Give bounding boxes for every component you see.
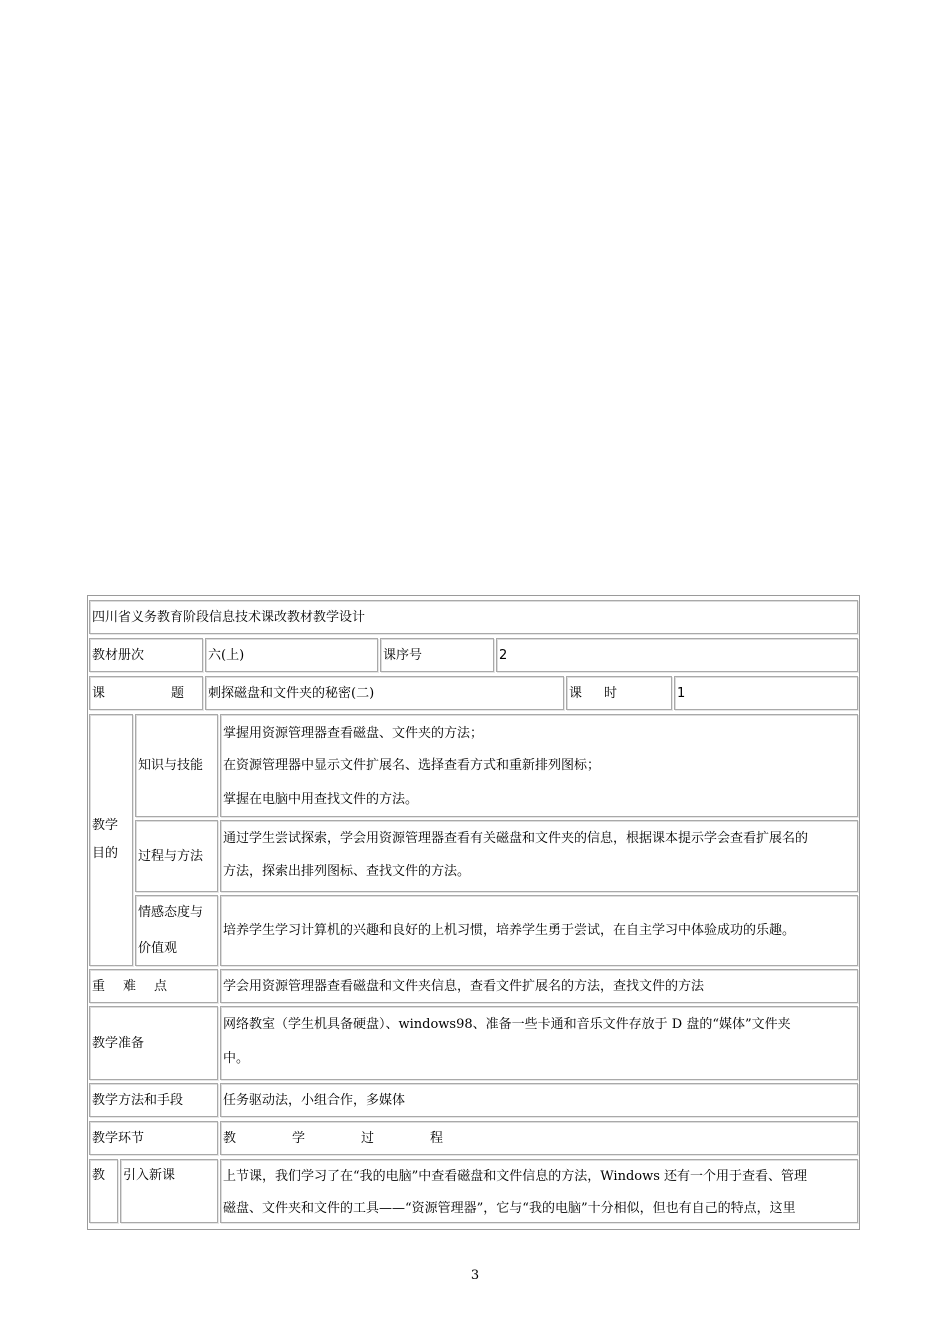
book-label-cell [89,638,203,672]
prep-label-cell [89,1006,218,1080]
seq-value-cell [496,638,858,672]
seq-label-cell [380,638,494,672]
period-value: 1 [677,685,686,701]
emotion-label-line2: 价值观 [138,940,178,956]
emotion-text: 培养学生学习计算机的兴趣和良好的上机习惯，培养学生勇于尝试，在自主学习中体验成功的乐趣。 [223,923,796,938]
method-label-cell [89,1083,218,1117]
stage-header-c3: 过 [361,1130,375,1146]
topic-label-cell [89,676,203,710]
book-value-cell [205,638,378,672]
stage-header-c4: 程 [430,1130,444,1146]
topic-value: 刺探磁盘和文件夹的秘密(二) [208,685,375,701]
stage-header-c2: 学 [292,1130,306,1146]
emotion-label-cell [135,895,218,966]
table-title: 四川省义务教育阶段信息技术课改教材教学设计 [92,609,366,625]
emotion-content-cell [220,895,858,966]
process-content-cell [220,820,858,892]
keypoints-label-c: 点 [154,978,168,994]
keypoints-label-b: 难 [123,978,137,994]
prep-label: 教学准备 [92,1035,145,1051]
stage-label-cell [89,1121,218,1155]
keypoints-value: 学会用资源管理器查看磁盘和文件夹信息，查看文件扩展名的方法，查找文件的方法 [223,978,705,994]
intro-content-cell [220,1159,858,1223]
period-label-a: 课 [569,685,583,701]
period-value-cell [674,676,858,710]
table-title-cell [89,600,858,634]
process-line-2: 方法，探索出排列图标、查找文件的方法。 [223,864,471,879]
topic-value-cell [205,676,564,710]
process-label-cell [135,820,218,892]
objectives-label-line2: 目的 [92,846,119,861]
knowledge-label-cell [135,714,218,817]
knowledge-content-cell [220,714,858,817]
process-label: 过程与方法 [138,848,204,864]
keypoints-label-a: 重 [92,978,106,994]
stage-header-c1: 教 [223,1130,237,1146]
prep-content-cell [220,1006,858,1080]
seq-label: 课序号 [383,647,423,663]
knowledge-line-3: 掌握在电脑中用查找文件的方法。 [223,792,419,807]
method-label: 教学方法和手段 [92,1092,184,1108]
intro-sub-label: 引入新课 [123,1168,176,1183]
method-value: 任务驱动法，小组合作，多媒体 [223,1092,406,1108]
topic-label-a: 课 [92,685,106,701]
page-number: 3 [470,1268,480,1283]
process-line-1: 通过学生尝试探索，学会用资源管理器查看有关磁盘和文件夹的信息，根据课本提示学会查看扩展名的 [223,831,809,846]
knowledge-label: 知识与技能 [138,758,204,773]
book-value: 六(上) [208,647,245,663]
intro-line-1: 上节课，我们学习了在“我的电脑”中查看磁盘和文件信息的方法，Windows 还有一个用于查看、管理 [223,1169,808,1184]
knowledge-line-2: 在资源管理器中显示文件扩展名、选择查看方式和重新排列图标； [223,758,601,773]
topic-label-b: 题 [170,685,184,701]
intro-stage-label: 教 [92,1168,106,1183]
objectives-label-line1: 教学 [92,818,119,833]
method-value-cell [220,1083,858,1117]
seq-value: 2 [499,647,508,663]
intro-stage-label-cell [89,1159,118,1223]
prep-line-2: 中。 [223,1051,250,1066]
intro-line-2: 磁盘、文件夹和文件的工具——“资源管理器”，它与“我的电脑”十分相似，但也有自己的特点，这里 [223,1201,796,1216]
period-label-cell [566,676,672,710]
stage-header-cell [220,1121,858,1155]
emotion-label-line1: 情感态度与 [138,904,204,920]
stage-label: 教学环节 [92,1130,145,1146]
book-label: 教材册次 [92,647,145,663]
prep-line-1: 网络教室（学生机具备硬盘）、windows98、准备一些卡通和音乐文件存放于 D 盘的“媒体”文件夹 [223,1017,791,1032]
keypoints-value-cell [220,969,858,1003]
keypoints-label-cell [89,969,218,1003]
objectives-label-cell [89,714,133,966]
intro-sub-label-cell [120,1159,218,1223]
knowledge-line-1: 掌握用资源管理器查看磁盘、文件夹的方法； [223,726,484,741]
period-label-b: 时 [604,685,618,701]
